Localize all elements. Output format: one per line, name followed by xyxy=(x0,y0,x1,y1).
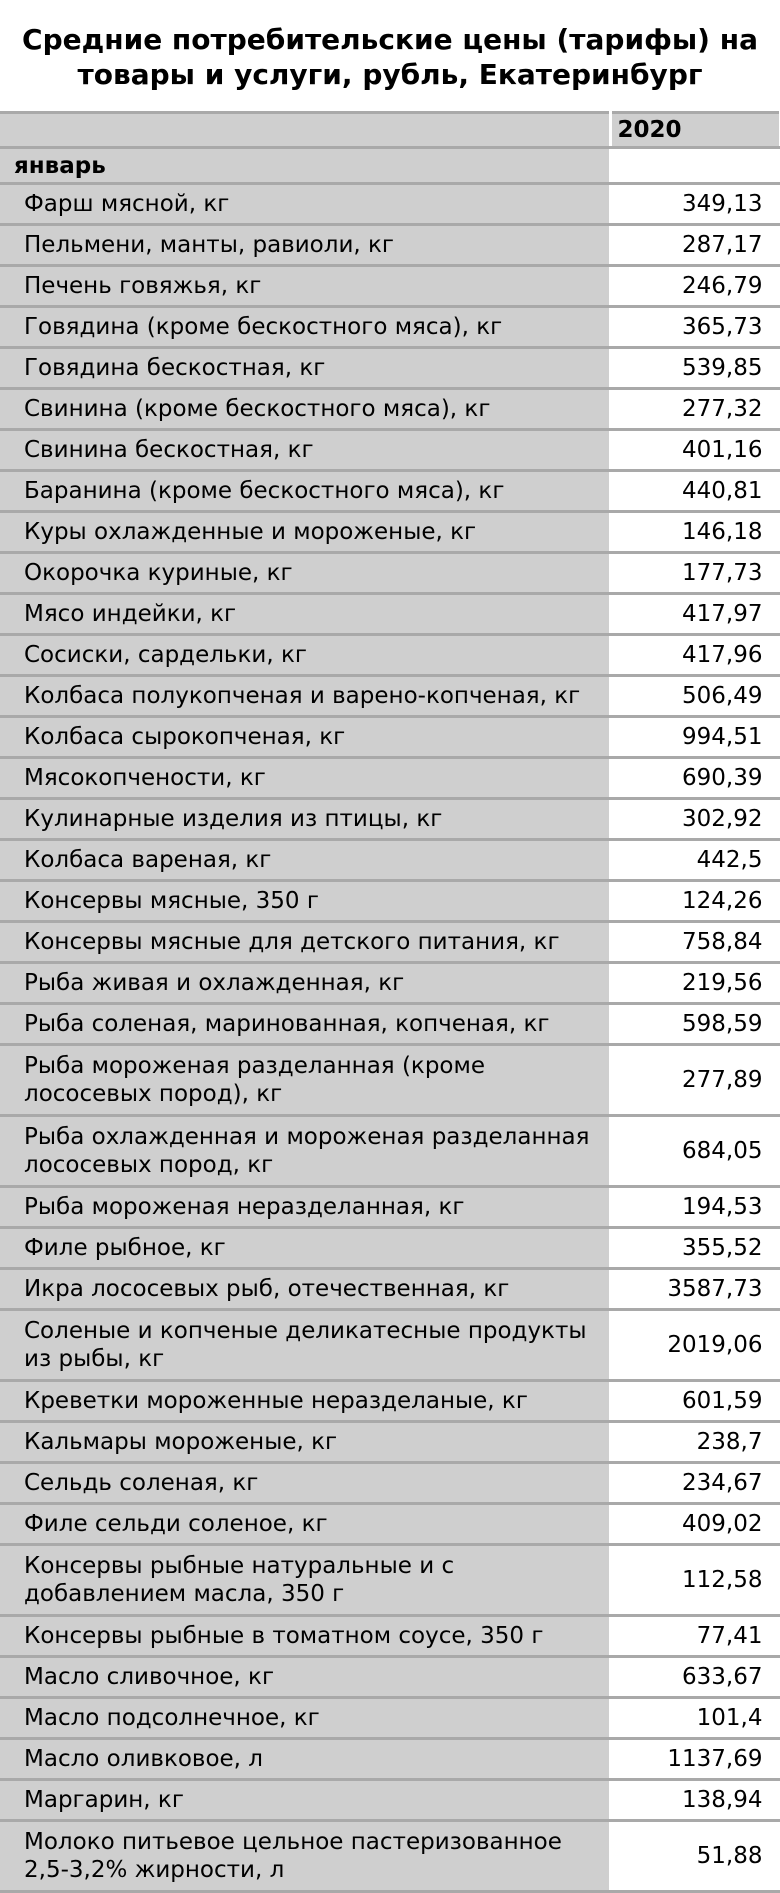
price-value: 302,92 xyxy=(610,799,780,840)
product-name: Говядина (кроме бескостного мяса), кг xyxy=(0,307,610,348)
table-row xyxy=(0,1780,780,1821)
table-row xyxy=(0,1504,780,1545)
product-name: Печень говяжья, кг xyxy=(0,266,610,307)
table-row xyxy=(0,676,780,717)
product-name: Сосиски, сардельки, кг xyxy=(0,635,610,676)
price-value: 598,59 xyxy=(610,1004,780,1045)
product-name: Рыба мороженая неразделанная, кг xyxy=(0,1187,610,1228)
product-name: Рыба живая и охлажденная, кг xyxy=(0,963,610,1004)
product-name: Сельдь соленая, кг xyxy=(0,1463,610,1504)
product-name: Масло сливочное, кг xyxy=(0,1657,610,1698)
price-value: 287,17 xyxy=(610,225,780,266)
table-row xyxy=(0,389,780,430)
product-name: Консервы мясные, 350 г xyxy=(0,881,610,922)
price-value: 277,89 xyxy=(610,1045,780,1116)
product-name: Куры охлажденные и мороженые, кг xyxy=(0,512,610,553)
product-name: Свинина (кроме бескостного мяса), кг xyxy=(0,389,610,430)
table-row xyxy=(0,799,780,840)
price-value: 112,58 xyxy=(610,1545,780,1616)
price-value: 633,67 xyxy=(610,1657,780,1698)
table-row xyxy=(0,225,780,266)
product-name: Икра лососевых рыб, отечественная, кг xyxy=(0,1269,610,1310)
table-row xyxy=(0,1187,780,1228)
page-title: Средние потребительские цены (тарифы) на товары и услуги, рубль, Екатеринбург xyxy=(22,23,758,91)
product-name: Окорочка куриные, кг xyxy=(0,553,610,594)
price-value: 124,26 xyxy=(610,881,780,922)
table-row xyxy=(0,1310,780,1381)
table-row xyxy=(0,1545,780,1616)
table-row xyxy=(0,1698,780,1739)
product-name: Пельмени, манты, равиоли, кг xyxy=(0,225,610,266)
product-name: Консервы рыбные в томатном соусе, 350 г xyxy=(0,1616,610,1657)
price-value: 440,81 xyxy=(610,471,780,512)
table-row xyxy=(0,963,780,1004)
month-label: январь xyxy=(0,148,610,184)
price-value: 365,73 xyxy=(610,307,780,348)
price-value: 1137,69 xyxy=(610,1739,780,1780)
price-value: 601,59 xyxy=(610,1381,780,1422)
price-value: 238,7 xyxy=(610,1422,780,1463)
price-value: 219,56 xyxy=(610,963,780,1004)
product-name: Кулинарные изделия из птицы, кг xyxy=(0,799,610,840)
table-row xyxy=(0,430,780,471)
table-row xyxy=(0,1739,780,1780)
table-row xyxy=(0,307,780,348)
product-name: Маргарин, кг xyxy=(0,1780,610,1821)
table-row xyxy=(0,1616,780,1657)
product-name: Свинина бескостная, кг xyxy=(0,430,610,471)
prices-table xyxy=(0,111,780,1893)
table-row xyxy=(0,1116,780,1187)
price-value: 246,79 xyxy=(610,266,780,307)
table-row xyxy=(0,512,780,553)
table-row xyxy=(0,1821,780,1892)
price-value: 684,05 xyxy=(610,1116,780,1187)
product-name: Говядина бескостная, кг xyxy=(0,348,610,389)
product-name: Баранина (кроме бескостного мяса), кг xyxy=(0,471,610,512)
price-value: 2019,06 xyxy=(610,1310,780,1381)
product-name: Фарш мясной, кг xyxy=(0,184,610,225)
price-value: 349,13 xyxy=(610,184,780,225)
table-row xyxy=(0,1004,780,1045)
table-row xyxy=(0,758,780,799)
table-row xyxy=(0,1463,780,1504)
table-row xyxy=(0,471,780,512)
product-name: Рыба соленая, маринованная, копченая, кг xyxy=(0,1004,610,1045)
price-value: 409,02 xyxy=(610,1504,780,1545)
price-value: 101,4 xyxy=(610,1698,780,1739)
prices-table-body xyxy=(0,113,780,1892)
price-value: 442,5 xyxy=(610,840,780,881)
product-name: Консервы мясные для детского питания, кг xyxy=(0,922,610,963)
table-row xyxy=(0,922,780,963)
price-value: 417,96 xyxy=(610,635,780,676)
product-name: Рыба мороженая разделанная (кроме лососевых пород), кг xyxy=(0,1045,610,1116)
product-name: Молоко питьевое цельное пастеризованное 2,5-3,2% жирности, л xyxy=(0,1821,610,1892)
table-row xyxy=(0,553,780,594)
product-name: Колбаса сырокопченая, кг xyxy=(0,717,610,758)
price-value: 355,52 xyxy=(610,1228,780,1269)
product-name: Колбаса полукопченая и варено-копченая, кг xyxy=(0,676,610,717)
table-row xyxy=(0,348,780,389)
product-name: Филе рыбное, кг xyxy=(0,1228,610,1269)
product-name: Филе сельди соленое, кг xyxy=(0,1504,610,1545)
product-name: Масло подсолнечное, кг xyxy=(0,1698,610,1739)
product-name: Рыба охлажденная и мороженая разделанная лососевых пород, кг xyxy=(0,1116,610,1187)
table-row xyxy=(0,1381,780,1422)
product-name: Мясокопчености, кг xyxy=(0,758,610,799)
table-row xyxy=(0,1228,780,1269)
product-name: Колбаса вареная, кг xyxy=(0,840,610,881)
header-label-cell xyxy=(0,113,610,148)
year-header: 2020 xyxy=(610,113,780,148)
table-row xyxy=(0,635,780,676)
price-value: 506,49 xyxy=(610,676,780,717)
price-value: 994,51 xyxy=(610,717,780,758)
product-name: Масло оливковое, л xyxy=(0,1739,610,1780)
table-row xyxy=(0,1269,780,1310)
price-value: 401,16 xyxy=(610,430,780,471)
product-name: Консервы рыбные натуральные и с добавлением масла, 350 г xyxy=(0,1545,610,1616)
month-value-cell xyxy=(610,148,780,184)
product-name: Мясо индейки, кг xyxy=(0,594,610,635)
price-value: 177,73 xyxy=(610,553,780,594)
table-row xyxy=(0,266,780,307)
table-row xyxy=(0,1045,780,1116)
price-value: 146,18 xyxy=(610,512,780,553)
price-value: 539,85 xyxy=(610,348,780,389)
price-value: 758,84 xyxy=(610,922,780,963)
product-name: Кальмары мороженые, кг xyxy=(0,1422,610,1463)
table-row xyxy=(0,717,780,758)
table-row xyxy=(0,840,780,881)
table-row xyxy=(0,881,780,922)
table-row xyxy=(0,1657,780,1698)
price-value: 77,41 xyxy=(610,1616,780,1657)
price-value: 417,97 xyxy=(610,594,780,635)
table-header-row xyxy=(0,113,780,148)
month-row xyxy=(0,148,780,184)
price-value: 51,88 xyxy=(610,1821,780,1892)
price-value: 138,94 xyxy=(610,1780,780,1821)
price-value: 234,67 xyxy=(610,1463,780,1504)
price-value: 690,39 xyxy=(610,758,780,799)
table-row xyxy=(0,184,780,225)
price-value: 194,53 xyxy=(610,1187,780,1228)
product-name: Соленые и копченые деликатесные продукты из рыбы, кг xyxy=(0,1310,610,1381)
price-value: 3587,73 xyxy=(610,1269,780,1310)
table-row xyxy=(0,1422,780,1463)
product-name: Креветки мороженные неразделаные, кг xyxy=(0,1381,610,1422)
table-row xyxy=(0,594,780,635)
price-value: 277,32 xyxy=(610,389,780,430)
